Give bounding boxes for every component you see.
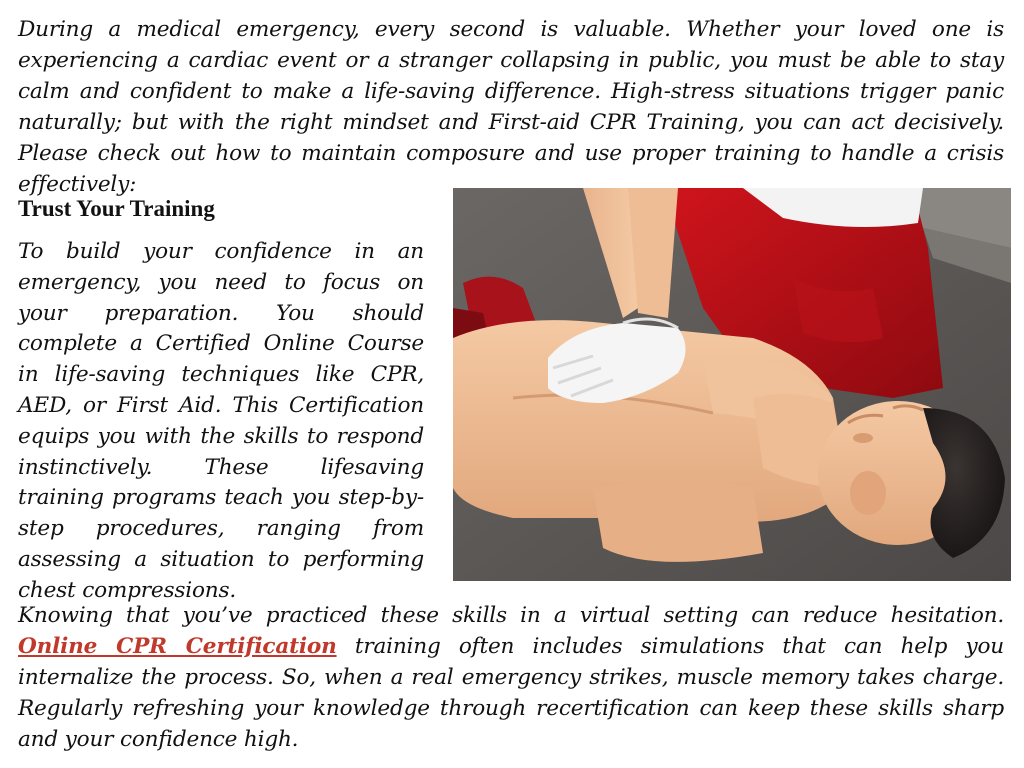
closing-paragraph: [18, 600, 1004, 755]
cpr-training-photo: [453, 188, 1011, 581]
online-cpr-certification-link[interactable]: Online CPR Certification: [18, 634, 337, 659]
closing-text-before-link: Knowing that you’ve practiced these skills in a virtual setting can reduce hesitation.: [18, 603, 1004, 628]
section-heading: Trust Your Training: [18, 196, 215, 221]
intro-paragraph: During a medical emergency, every second is valuable. Whether your loved one is experiencing a cardiac event or a stranger collapsing in public, you must be able to stay calm and confident to make a life-saving difference. High-stress situations trigger panic naturally; but with the right mindset and First-aid CPR Training, you can act decisively. Please check out how to maintain composure and use proper training to handle a crisis effectively:: [18, 17, 1004, 197]
closing-text-after-link: training often includes simulations that can help you internalize the process. So, when a real emergency strikes, muscle memory takes charge. Regularly refreshing your knowledge through recertification can keep these skills sharp and your confidence high.: [18, 634, 1004, 752]
section-body-paragraph: To build your confidence in an emergency, you need to focus on your preparation. You should complete a Certified Online Course in life-saving techniques like CPR, AED, or First Aid. This Certification equips you with the skills to respond instinctively. These lifesaving training programs teach you step-by-step procedures, ranging from assessing a situation to performing chest compressions.: [18, 239, 424, 603]
cpr-photo-illustration: [453, 188, 1011, 581]
